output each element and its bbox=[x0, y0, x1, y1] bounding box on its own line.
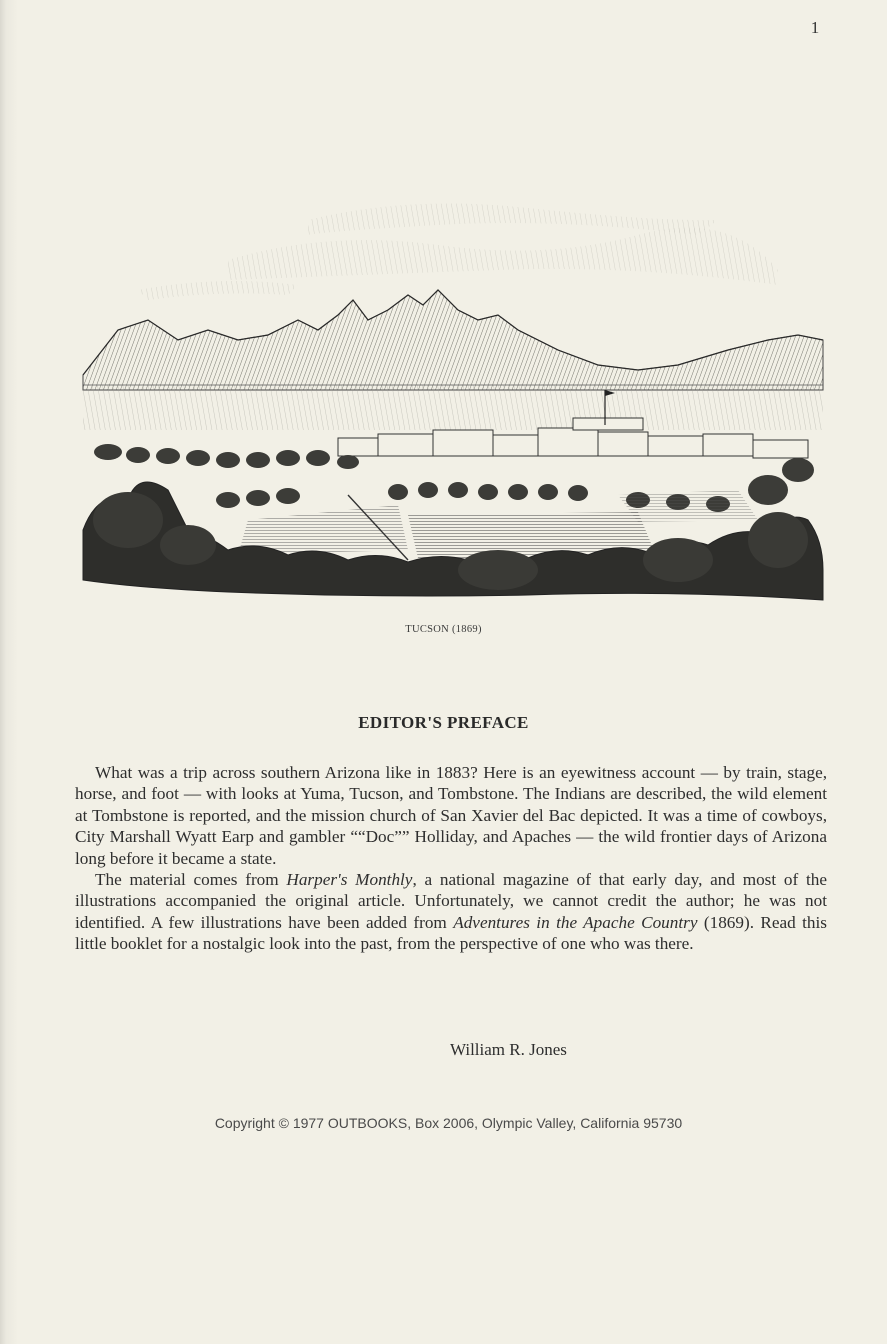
editor-signature: William R. Jones bbox=[450, 1040, 567, 1059]
sky-clouds bbox=[138, 204, 778, 300]
preface-paragraph-2-part-a: The material comes from bbox=[95, 870, 287, 890]
preface-heading: EDITOR'S PREFACE bbox=[358, 713, 529, 732]
preface-paragraph-1: What was a trip across southern Arizona like in 1883? Here is an eyewitness account — by train, stage, horse, and foot — with looks at Yuma, Tucson, and Tombstone. The Indians are described, the wild element at Tombstone is reported, and the mission church of San Xavier del Bac depicted. It was a time of cowboys, City Marshall Wyatt Earp and gambler ““Doc”” Holliday, and Apaches — the wild frontier days of Arizona long before it became a state. bbox=[75, 763, 827, 868]
illustration-caption: TUCSON (1869) bbox=[405, 624, 482, 635]
preface-paragraph-2-part-b: , a national magazine of that early day, and most of the illustrations accompanied the original article. Unfortunately, we cannot credit the author; he was not identified. A few illustrations have been added from bbox=[75, 870, 827, 932]
book-title: Adventures in the Apache Country bbox=[453, 912, 698, 932]
tucson-engraving-illustration bbox=[78, 190, 828, 610]
copyright-notice: Copyright © 1977 OUTBOOKS, Box 2006, Olympic Valley, California 95730 bbox=[214, 1115, 683, 1131]
page-number: 1 bbox=[810, 18, 820, 37]
preface-paragraph-2 bbox=[75, 869, 827, 955]
preface-paragraph-2-part-c: (1869). Read this little booklet for a nostalgic look into the past, from the perspective of one who was there. bbox=[75, 912, 827, 954]
preface-body bbox=[75, 762, 827, 955]
magazine-title: Harper's Monthly bbox=[286, 870, 413, 890]
